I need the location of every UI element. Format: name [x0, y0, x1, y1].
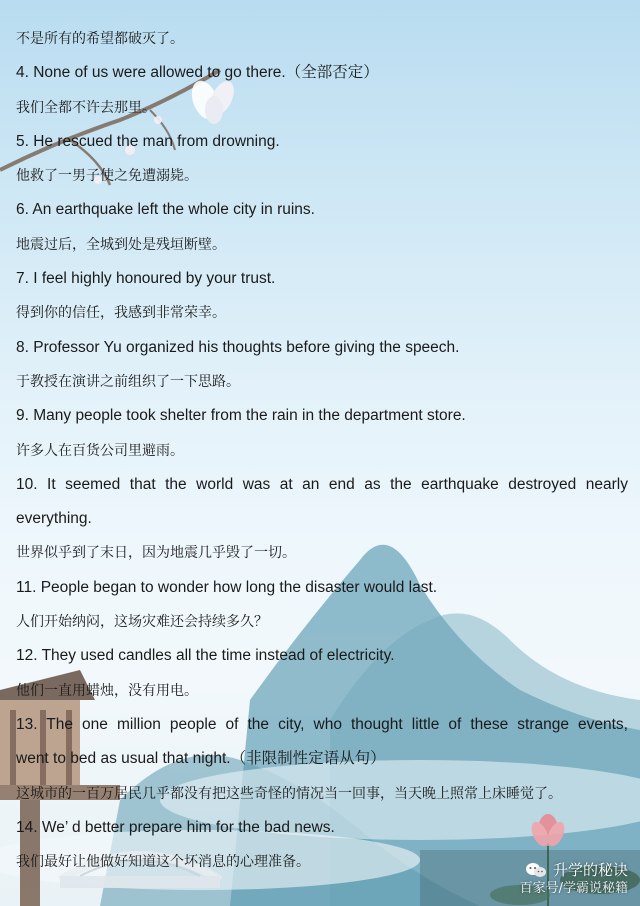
translation-line: 我们全都不许去那里。: [16, 99, 156, 116]
translation-line: 我们最好让他做好知道这个坏消息的心理准备。: [16, 854, 310, 871]
translation-line: 地震过后，全城到处是残垣断壁。: [16, 236, 226, 253]
translation-line: 不是所有的希望都破灭了。: [16, 31, 184, 47]
translation-line: 他救了一男子使之免遭溺毙。: [16, 168, 198, 185]
sentence-line: 4. None of us were allowed to go there.（全部否定）: [16, 64, 379, 82]
translation-line: 人们开始纳闷，这场灾难还会持续多久？: [16, 614, 268, 631]
sentence-line: 9. Many people took shelter from the rain in the department store.: [16, 407, 466, 425]
sentence-line: 11. People began to wonder how long the disaster would last.: [16, 578, 438, 596]
translation-line: 世界似乎到了末日，因为地震几乎毁了一切。: [16, 545, 296, 562]
watermark: [520, 860, 628, 898]
sentence-line: 12. They used candles all the time instead of electricity.: [16, 647, 395, 665]
sentence-line-continued: everything.: [16, 510, 92, 528]
sentence-line: 14. We’ d better prepare him for the bad news.: [16, 818, 335, 836]
sentence-line-continued: went to bed as usual that night.（非限制性定语从句）: [16, 750, 386, 768]
sentence-line: 8. Professor Yu organized his thoughts before giving the speech.: [16, 338, 460, 356]
sentence-line: 6. An earthquake left the whole city in ruins.: [16, 201, 315, 219]
wechat-icon: [525, 862, 547, 878]
sentence-line: 10. It seemed that the world was at an end as the earthquake destroyed nearly: [16, 475, 628, 493]
bilingual-sentence-list: [16, 22, 628, 879]
sentence-line: 5. He rescued the man from drowning.: [16, 132, 280, 150]
translation-line: 得到你的信任，我感到非常荣幸。: [16, 305, 226, 322]
translation-line: 于教授在演讲之前组织了一下思路。: [16, 373, 240, 390]
sentence-line: 13. The one million people of the city, who thought little of these strange events,: [16, 715, 628, 733]
watermark-account: 升学的秘诀: [552, 861, 628, 879]
translation-line: 这城市的一百万居民几乎都没有把这些奇怪的情况当一回事，当天晚上照常上床睡觉了。: [16, 785, 562, 802]
translation-line: 许多人在百货公司里避雨。: [16, 442, 184, 459]
sentence-line: 7. I feel highly honoured by your trust.: [16, 270, 276, 288]
translation-line: 他们一直用蜡烛，没有用电。: [16, 682, 198, 699]
watermark-source: 百家号/学霸说秘籍: [519, 881, 628, 896]
